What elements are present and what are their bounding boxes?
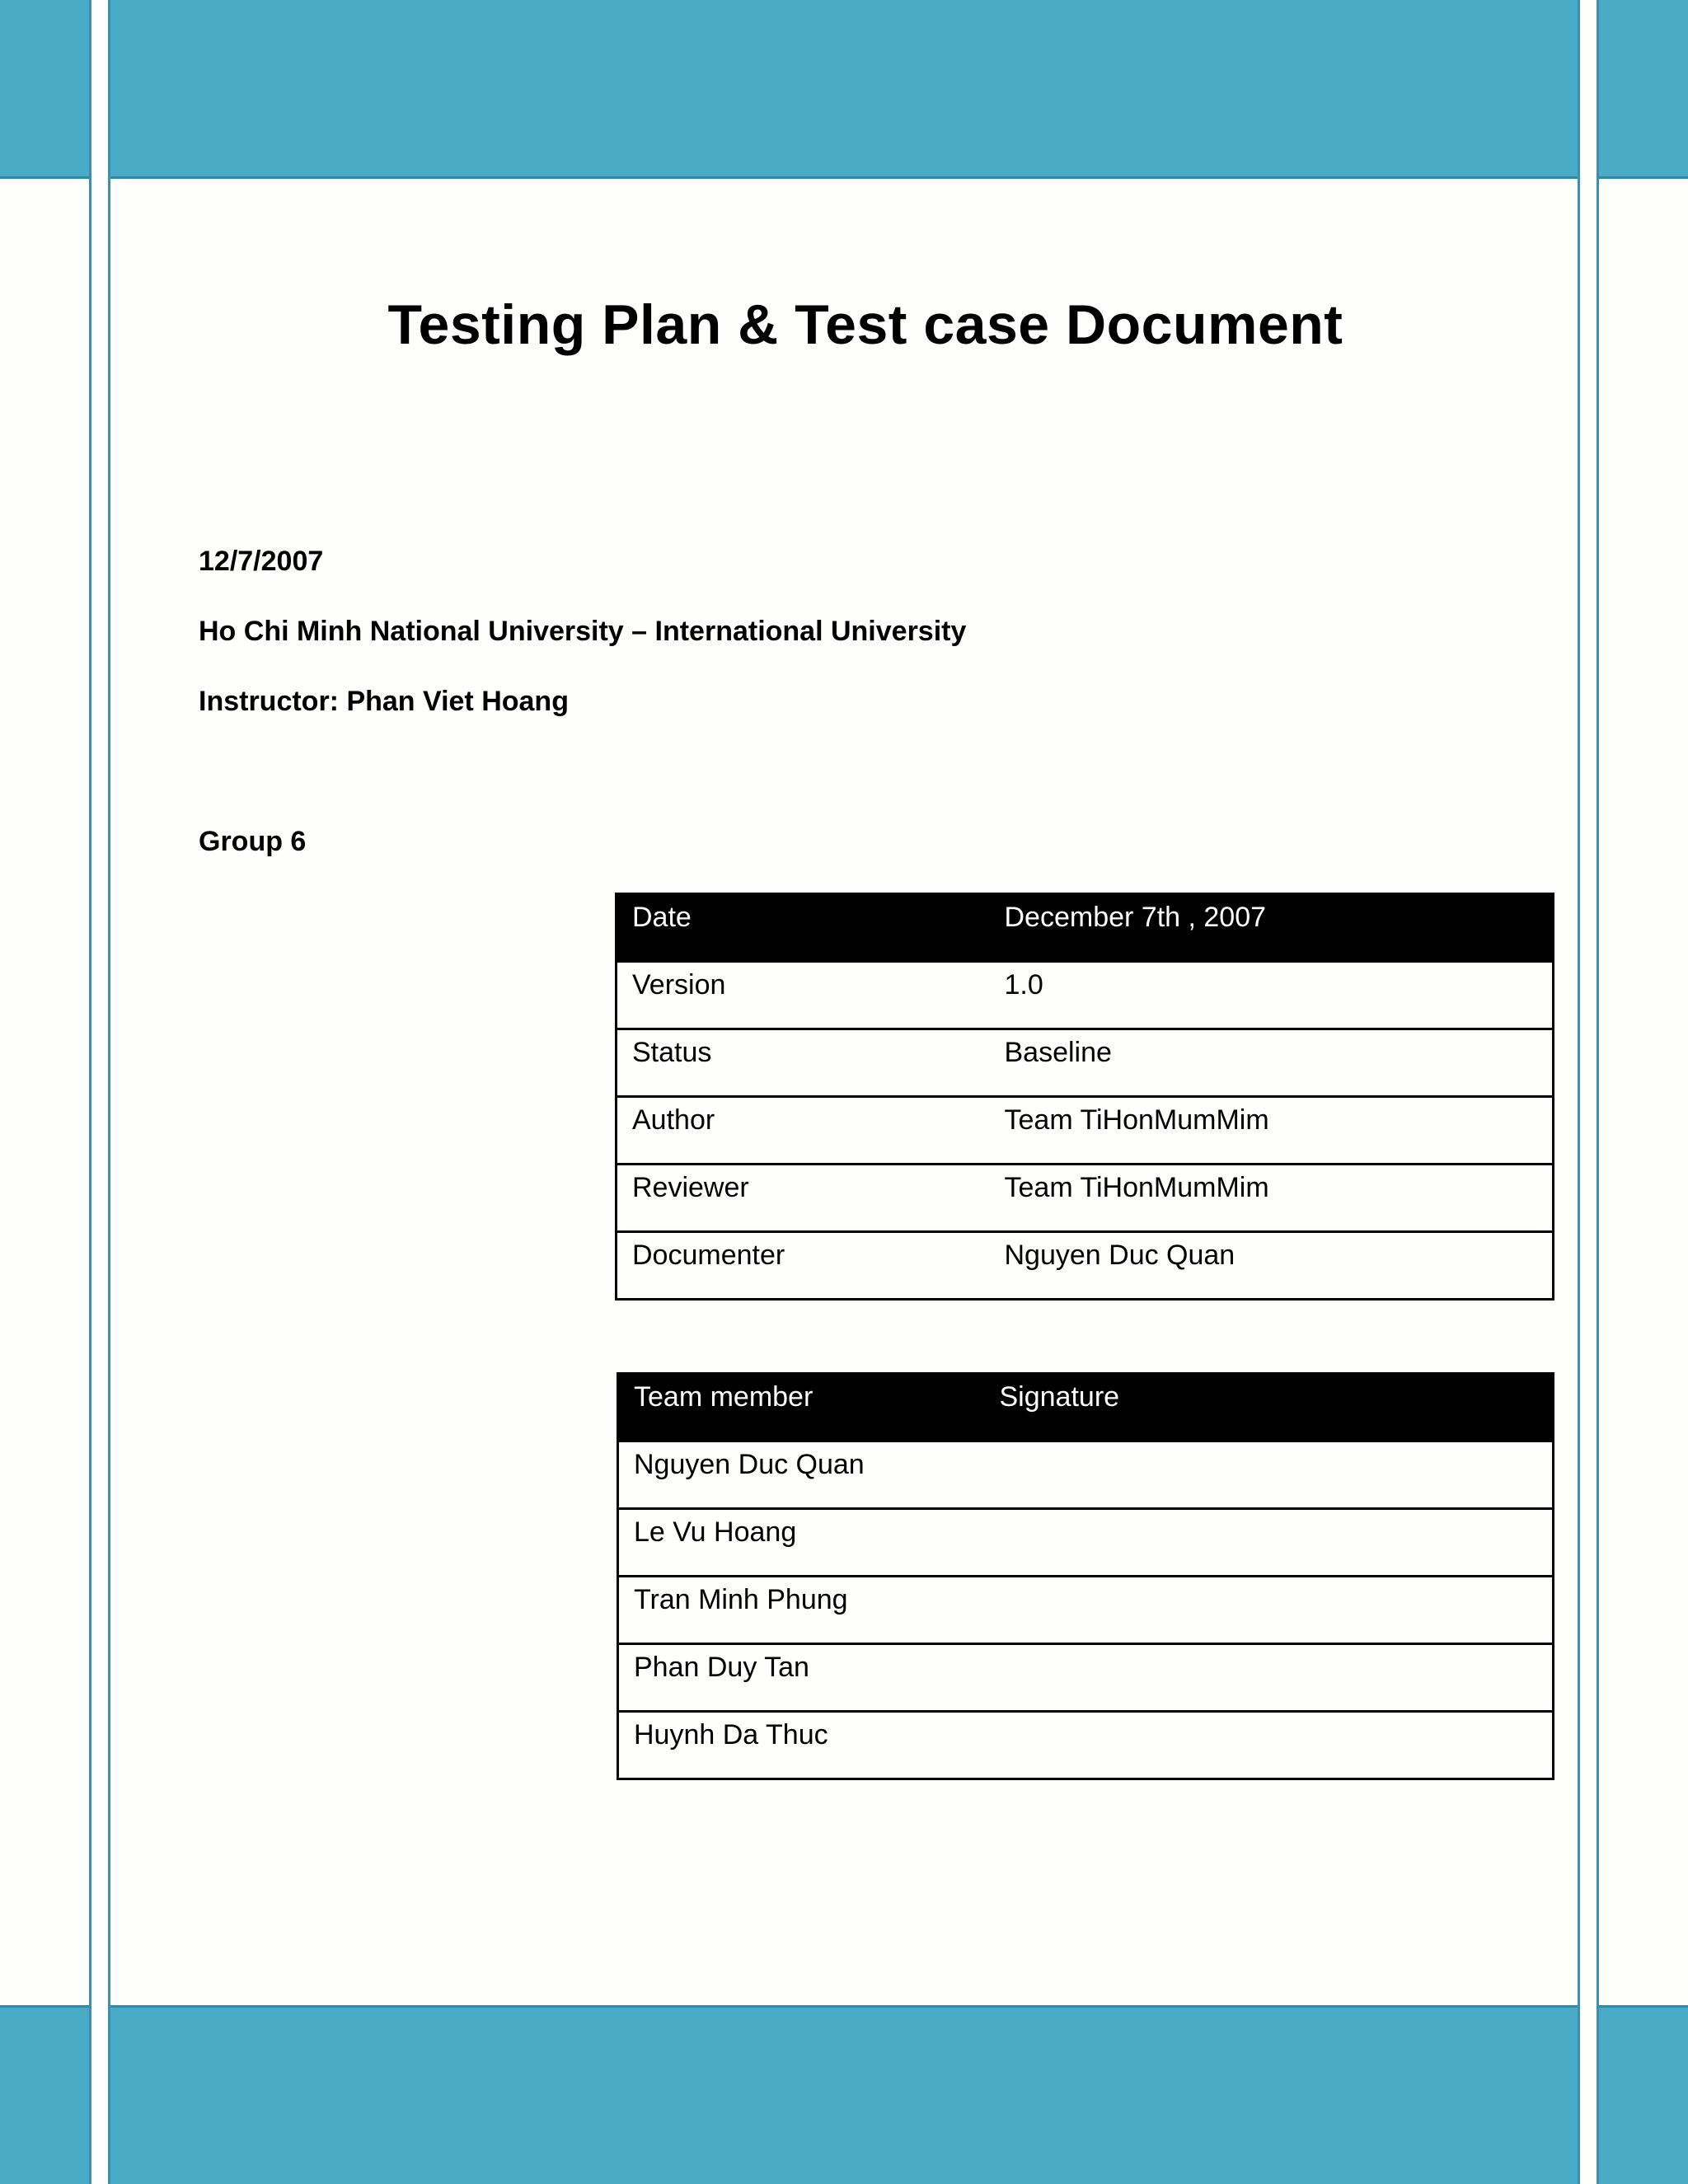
table-row: [617, 1097, 1554, 1165]
table-row: [618, 1577, 1554, 1644]
member-name: Nguyen Duc Quan: [618, 1441, 985, 1509]
table-row: [618, 1509, 1554, 1577]
info-value: Baseline: [990, 1029, 1554, 1097]
member-name: Le Vu Hoang: [618, 1509, 985, 1577]
info-label: Author: [617, 1097, 990, 1165]
table-row: [618, 1712, 1554, 1779]
info-label: Documenter: [617, 1232, 990, 1300]
info-value: Team TiHonMumMim: [990, 1097, 1554, 1165]
table-row: [617, 1232, 1554, 1300]
document-info-table: [615, 893, 1554, 1301]
top-band-center: [110, 0, 1579, 179]
table-row: [618, 1644, 1554, 1712]
bottom-band-center: [110, 2005, 1579, 2184]
table-row: [617, 1165, 1554, 1232]
signature-field: [985, 1644, 1554, 1712]
signature-field: [985, 1712, 1554, 1779]
info-label: Status: [617, 1029, 990, 1097]
table-header-row: [617, 894, 1554, 962]
table-row: [617, 962, 1554, 1029]
signature-field: [985, 1509, 1554, 1577]
info-label: Version: [617, 962, 990, 1029]
info-value: Team TiHonMumMim: [990, 1165, 1554, 1232]
table-header-row: [618, 1374, 1554, 1441]
signature-header: Signature: [985, 1374, 1554, 1441]
university-name: Ho Chi Minh National University – International University: [199, 616, 967, 647]
info-label: Reviewer: [617, 1165, 990, 1232]
top-band-left: [0, 0, 89, 179]
signature-field: [985, 1577, 1554, 1644]
member-name: Tran Minh Phung: [618, 1577, 985, 1644]
bottom-band-right: [1599, 2005, 1688, 2184]
top-band-right: [1599, 0, 1688, 179]
signature-field: [985, 1441, 1554, 1509]
instructor-name: Instructor: Phan Viet Hoang: [199, 686, 569, 717]
bottom-band-left: [0, 2005, 89, 2184]
group-label: Group 6: [199, 826, 307, 857]
info-header-label: Date: [617, 894, 990, 962]
table-row: [617, 1029, 1554, 1097]
member-header: Team member: [618, 1374, 985, 1441]
table-row: [618, 1441, 1554, 1509]
team-members-table: [617, 1372, 1554, 1780]
document-title: Testing Plan & Test case Document: [387, 293, 1343, 356]
info-value: Nguyen Duc Quan: [990, 1232, 1554, 1300]
member-name: Phan Duy Tan: [618, 1644, 985, 1712]
info-header-value: December 7th , 2007: [990, 894, 1554, 962]
info-value: 1.0: [990, 962, 1554, 1029]
document-date: 12/7/2007: [199, 546, 324, 577]
member-name: Huynh Da Thuc: [618, 1712, 985, 1779]
